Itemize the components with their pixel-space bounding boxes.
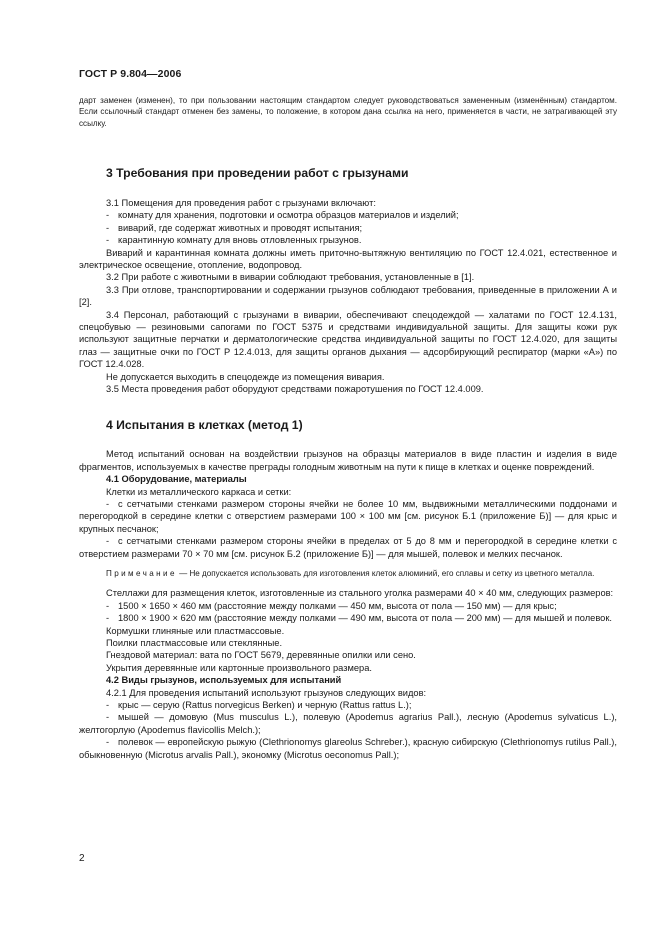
note-paragraph: Примечание — Не допускается использовать для изготовления клеток алюминий, его сплавы и сетку из цветного металла. bbox=[106, 569, 595, 579]
note-label: Примечание bbox=[106, 569, 177, 579]
clause-3-5: 3.5 Места проведения работ оборудуют средствами пожаротушения по ГОСТ 12.4.009. bbox=[106, 383, 484, 394]
page-content bbox=[79, 95, 617, 761]
intro-paragraph: дарт заменен (изменен), то при пользовании настоящим стандартом следует руководствоваться замененным (изменённым) стандартом. Если ссылочный стандарт отменен без замены, то положение, в котором дана ссылка на него, применяется в части, не затрагивающей эту ссылку. bbox=[79, 96, 617, 128]
document-header: ГОСТ Р 9.804—2006 bbox=[79, 68, 182, 80]
clause-3-1: 3.1 Помещения для проведения работ с грызунами включают: bbox=[106, 197, 376, 208]
clause-4-2-heading: 4.2 Виды грызунов, используемых для испытаний bbox=[106, 675, 342, 686]
list-item: - комнату для хранения, подготовки и осмотра образцов материалов и изделий; bbox=[106, 210, 459, 221]
list-item: - 1800 × 1900 × 620 мм (расстояние между полками — 490 мм, высота от пола — 200 мм) — для мышей и полевок. bbox=[106, 613, 613, 624]
method-paragraph: Метод испытаний основан на воздействии грызунов на образцы материалов в виде пластин и изделия в виде фрагментов, используемых в качестве преграды голодным животным на пути к пище в клетках и оценке повреждений. bbox=[79, 449, 617, 472]
covers-paragraph: Укрытия деревянные или картонные произвольного размера. bbox=[106, 662, 372, 673]
list-item: - виварий, где содержат животных и проводят испытания; bbox=[106, 222, 363, 233]
page-number: 2 bbox=[79, 853, 85, 864]
list-item: - с сетчатыми стенками размером стороны ячейки не более 10 мм, выдвижными металлическими поддонами и перегородкой в середине клетки с отверстием размерами 100 × 100 мм [см. рисунок Б.1 (приложение Б)] — для крыс и крупных песчанок; bbox=[79, 499, 617, 534]
dash-bullet: - bbox=[106, 536, 110, 547]
clause-3-3: 3.3 При отлове, транспортировании и содержании грызунов соблюдают требования, приведенные в приложении А и [2]. bbox=[79, 284, 617, 308]
dash-bullet: - bbox=[106, 222, 110, 233]
clause-3-4: 3.4 Персонал, работающий с грызунами в виварии, обеспечивают спецодеждой — халатами по ГОСТ 12.4.131, спецобувью — резиновыми сапогами по ГОСТ 5375 и средствами индивидуальной защиты. Для защиты кожи рук используют защитные перчатки и дерматологические средства индивидуальной защиты по ГОСТ 12.4.020, для защиты глаз — защитные очки по ГОСТ Р 12.4.013, для защиты органов дыхания — адсорбирующий респиратор (марки «А») по ГОСТ 12.4.028. bbox=[79, 309, 617, 370]
dash-bullet: - bbox=[106, 737, 110, 748]
drinkers-paragraph: Поилки пластмассовые или стеклянные. bbox=[106, 637, 283, 648]
list-item: - карантинную комнату для вновь отловленных грызунов. bbox=[106, 235, 362, 246]
nest-paragraph: Гнездовой материал: вата по ГОСТ 5679, деревянные опилки или сено. bbox=[106, 650, 416, 661]
list-item: - 1500 × 1650 × 460 мм (расстояние между полками — 450 мм, высота от пола — 150 мм) — для крыс; bbox=[106, 600, 557, 611]
list-item: - с сетчатыми стенками размером стороны ячейки в пределах от 5 до 8 мм и перегородкой в середине клетки с отверстием размерами 70 × 70 мм [см. рисунок Б.2 (приложение Б)] — для мышей, полевок и мелких песчанок. bbox=[79, 536, 617, 559]
dash-bullet: - bbox=[106, 210, 110, 221]
list-item: - мышей — домовую (Mus musculus L.), полевую (Apodemus agrarius Pall.), лесную (Apodemus sylvaticus L.), желтогорлую (Apodemus flavicollis Melch.); bbox=[79, 712, 617, 735]
vivarium-paragraph: Виварий и карантинная комната должны иметь приточно-вытяжную вентиляцию по ГОСТ 12.4.021, естественное и электрическое освещение, отопление, водопровод. bbox=[79, 247, 617, 270]
clause-4-2-1: 4.2.1 Для проведения испытаний используют грызунов следующих видов: bbox=[106, 687, 427, 698]
cages-paragraph: Клетки из металлического каркаса и сетки: bbox=[106, 486, 292, 497]
clause-4-1-heading: 4.1 Оборудование, материалы bbox=[106, 474, 247, 485]
dash-bullet: - bbox=[106, 499, 110, 510]
clause-3-2: 3.2 При работе с животными в виварии соблюдают требования, установленные в [1]. bbox=[106, 272, 475, 283]
no-exit-paragraph: Не допускается выходить в спецодежде из помещения вивария. bbox=[106, 371, 385, 382]
list-item: - крыс — серую (Rattus norvegicus Berken) и черную (Rattus rattus L.); bbox=[106, 700, 412, 710]
dash-bullet: - bbox=[106, 600, 110, 611]
section-3-heading: 3 Требования при проведении работ с грызунами bbox=[106, 165, 409, 180]
dash-bullet: - bbox=[106, 700, 110, 710]
feeders-paragraph: Кормушки глиняные или пластмассовые. bbox=[106, 625, 285, 636]
dash-bullet: - bbox=[106, 613, 110, 624]
list-item: - полевок — европейскую рыжую (Clethrionomys glareolus Schreber.), красную сибирскую (Clethrionomys rutilus Pall.), обыкновенную (Microtus arvalis Pall.), экономку (Microtus oeconomus Pall.); bbox=[79, 737, 617, 760]
dash-bullet: - bbox=[106, 235, 110, 246]
dash-bullet: - bbox=[106, 712, 110, 723]
racks-paragraph: Стеллажи для размещения клеток, изготовленные из стального уголка размерами 40 × 40 мм, следующих размеров: bbox=[106, 588, 614, 599]
section-4-heading: 4 Испытания в клетках (метод 1) bbox=[106, 418, 303, 433]
